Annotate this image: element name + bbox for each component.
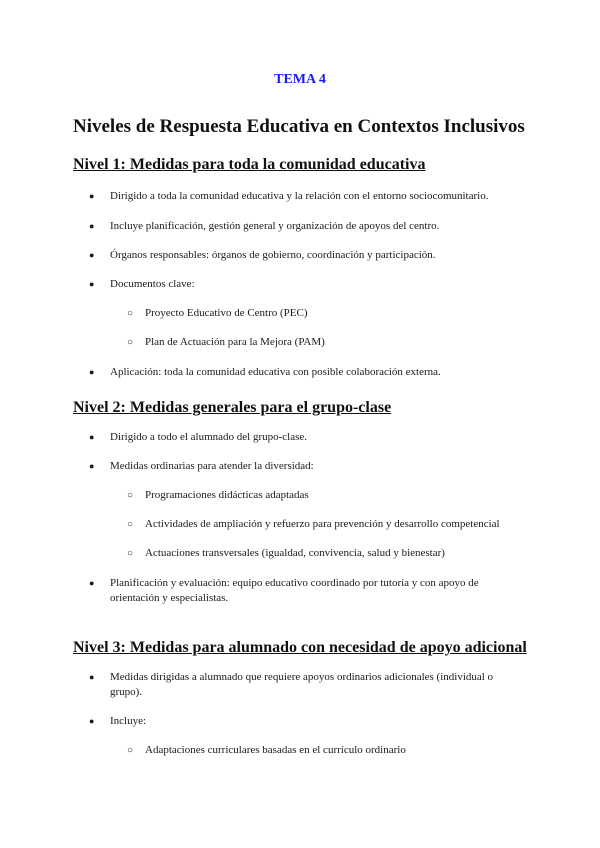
document-title: Niveles de Respuesta Educativa en Contextos Inclusivos	[73, 116, 525, 137]
bullet-filled: ●	[89, 716, 95, 726]
bullet-filled: ●	[89, 367, 95, 377]
tema-label: TEMA 4	[274, 72, 326, 87]
list-item: Documentos clave:	[110, 278, 195, 290]
sub-list-item: Plan de Actuación para la Mejora (PAM)	[145, 336, 325, 348]
list-item: Incluye:	[110, 715, 147, 727]
bullet-filled: ●	[89, 279, 95, 289]
sub-list-item: Adaptaciones curriculares basadas en el currículo ordinario	[145, 744, 406, 756]
sub-list-item: Actividades de ampliación y refuerzo para prevención y desarrollo competencial	[145, 518, 500, 530]
section-heading-nivel-2: Nivel 2: Medidas generales para el grupo-clase	[73, 399, 392, 416]
bullet-hollow: ○	[127, 337, 134, 348]
bullet-filled: ●	[89, 221, 95, 231]
bullet-filled: ●	[89, 432, 95, 442]
bullet-filled: ●	[89, 578, 95, 588]
sub-list-item: Actuaciones transversales (igualdad, convivencia, salud y bienestar)	[145, 547, 445, 559]
list-item: Aplicación: toda la comunidad educativa con posible colaboración externa.	[110, 366, 441, 378]
bullet-hollow: ○	[127, 490, 134, 501]
bullet-filled: ●	[89, 461, 95, 471]
section-heading-nivel-1: Nivel 1: Medidas para toda la comunidad educativa	[73, 156, 426, 173]
bullet-filled: ●	[89, 250, 95, 260]
bullet-hollow: ○	[127, 308, 134, 319]
bullet-hollow: ○	[127, 519, 134, 530]
bullet-hollow: ○	[127, 548, 134, 559]
list-item: Órganos responsables: órganos de gobierno, coordinación y participación.	[110, 249, 436, 261]
list-item: Incluye planificación, gestión general y organización de apoyos del centro.	[110, 220, 440, 232]
bullet-filled: ●	[89, 191, 95, 201]
bullet-filled: ●	[89, 672, 95, 682]
list-item: Dirigido a toda la comunidad educativa y la relación con el entorno sociocomunitario.	[110, 190, 489, 202]
list-item: Medidas ordinarias para atender la diversidad:	[110, 460, 314, 472]
bullet-hollow: ○	[127, 745, 134, 756]
list-item: Medidas dirigidas a alumnado que requiere apoyos ordinarios adicionales (individual o grupo).	[110, 671, 494, 698]
list-item: Dirigido a todo el alumnado del grupo-clase.	[110, 431, 308, 443]
sub-list-item: Programaciones didácticas adaptadas	[145, 489, 309, 501]
list-item: Planificación y evaluación: equipo educativo coordinado por tutoría y con apoyo de orientación y especialistas.	[110, 577, 479, 604]
sub-list-item: Proyecto Educativo de Centro (PEC)	[145, 307, 308, 319]
section-heading-nivel-3: Nivel 3: Medidas para alumnado con necesidad de apoyo adicional	[73, 639, 527, 656]
